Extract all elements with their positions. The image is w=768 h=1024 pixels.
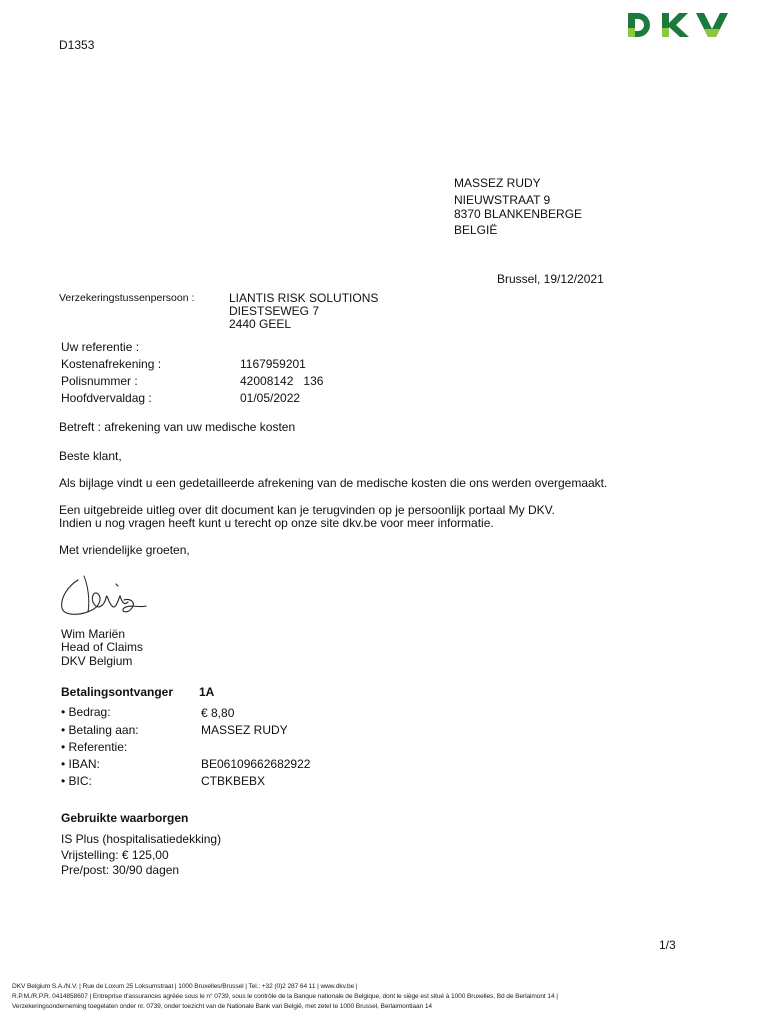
recipient-city: 8370 BLANKENBERGE xyxy=(454,207,583,221)
footer-line: DKV Belgium S.A./N.V. | Rue de Loxum 25 Loksumstraat | 1000 Bruxelles/Brussel | Tel.: +32 (0)2 287 64 11 | www.dkv.be | xyxy=(12,983,358,990)
signatory-name: Wim Mariën xyxy=(61,627,126,641)
reference-value: 01/05/2022 xyxy=(240,391,301,405)
body-paragraph: Als bijlage vindt u een gedetailleerde afrekening van de medische kosten die ons werden overgemaakt. xyxy=(59,476,608,490)
footer-line: Verzekeringsonderneming toegelaten onder nr. 0739, onder toezicht van de Nationale Bank van België, met zetel te 1000 Brussel, Berlaimontlaan 14 xyxy=(12,1003,432,1010)
payment-label: • Betaling aan: xyxy=(61,723,139,737)
handwritten-signature xyxy=(58,572,150,620)
reference-value: 1167959201 xyxy=(240,357,306,371)
salutation: Beste klant, xyxy=(59,449,122,463)
footer-line: R.P.M./R.P.R. 0414858607 | Entreprise d'assurances agréée sous le n° 0739, sous le contrôle de la Banque nationale de Belgique, dont le siège est situé à 1000 Bruxelles, Bd de Berlaimont 14 | xyxy=(12,993,558,1000)
signatory-company: DKV Belgium xyxy=(61,654,133,668)
payment-value: CTBKBEBX xyxy=(201,774,266,788)
reference-label: Kostenafrekening : xyxy=(61,357,162,371)
recipient-country: BELGIË xyxy=(454,223,498,237)
body-paragraph: Een uitgebreide uitleg over dit document kan je terugvinden op je persoonlijk portaal My DKV. xyxy=(59,503,555,517)
payment-label: • BIC: xyxy=(61,774,92,788)
payment-value: MASSEZ RUDY xyxy=(201,723,288,737)
payment-value: BE06109662682922 xyxy=(201,757,311,771)
payment-label: • Bedrag: xyxy=(61,705,111,719)
closing: Met vriendelijke groeten, xyxy=(59,543,190,557)
recipient-name: MASSEZ RUDY xyxy=(454,176,541,190)
subject-line: Betreft : afrekening van uw medische kosten xyxy=(59,420,296,434)
intermediary-name: LIANTIS RISK SOLUTIONS xyxy=(229,291,379,305)
guarantee-line: Vrijstelling: € 125,00 xyxy=(61,848,169,862)
recipient-street: NIEUWSTRAAT 9 xyxy=(454,193,551,207)
payment-label: • IBAN: xyxy=(61,757,100,771)
intermediary-city: 2440 GEEL xyxy=(229,317,292,331)
payment-value: € 8,80 xyxy=(201,706,235,720)
intermediary-label: Verzekeringstussenpersoon : xyxy=(59,292,195,304)
payment-heading: Betalingsontvanger xyxy=(61,685,174,699)
guarantees-heading: Gebruikte waarborgen xyxy=(61,811,189,825)
dkv-logo xyxy=(626,12,732,38)
document-code: D1353 xyxy=(59,38,95,52)
reference-label: Polisnummer : xyxy=(61,374,138,388)
body-paragraph: Indien u nog vragen heeft kunt u terecht op onze site dkv.be voor meer informatie. xyxy=(59,516,494,530)
place-date: Brussel, 19/12/2021 xyxy=(497,272,604,286)
references-title: Uw referentie : xyxy=(61,340,140,354)
reference-label: Hoofdvervaldag : xyxy=(61,391,152,405)
signatory-title: Head of Claims xyxy=(61,640,144,654)
reference-value: 42008142 136 xyxy=(240,374,324,388)
payment-heading-code: 1A xyxy=(199,685,215,699)
guarantee-line: Pre/post: 30/90 dagen xyxy=(61,863,180,877)
payment-label: • Referentie: xyxy=(61,740,128,754)
intermediary-street: DIESTSEWEG 7 xyxy=(229,304,320,318)
guarantee-line: IS Plus (hospitalisatiedekking) xyxy=(61,832,222,846)
page-number: 1/3 xyxy=(659,938,676,952)
